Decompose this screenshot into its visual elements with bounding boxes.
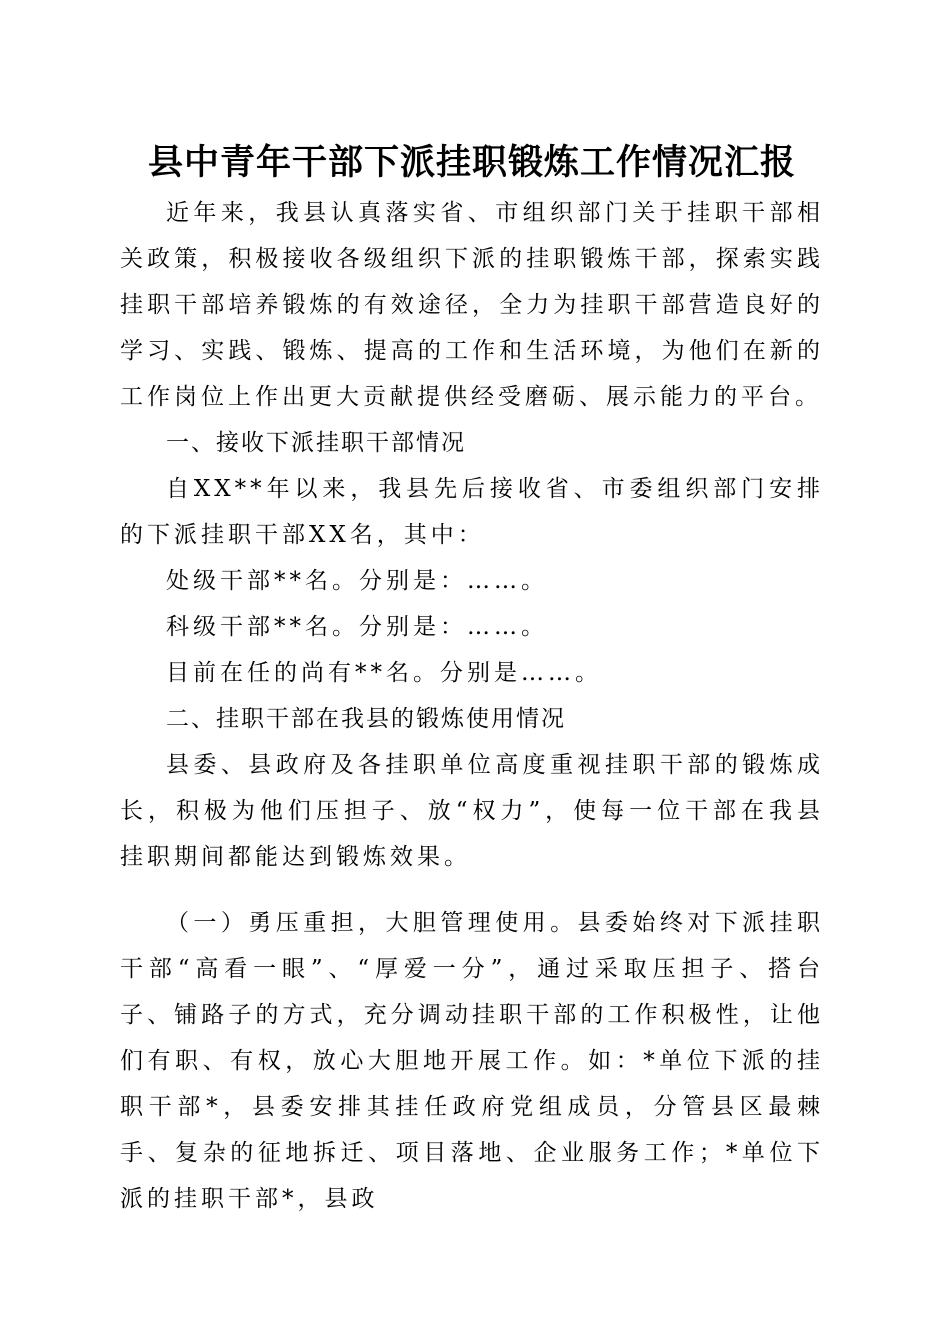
document-body: [120, 136, 824, 1222]
subsection-1-paragraph: [120, 900, 824, 1222]
section-2-heading: 二、挂职干部在我县的锻炼使用情况: [166, 706, 566, 732]
section-1-paragraph: 自XX**年以来，我县先后接收省、市委组织部门安排的下派挂职干部XX名，其中：: [120, 476, 824, 548]
intro-paragraph: 近年来，我县认真落实省、市组织部门关于挂职干部相关政策，积极接收各级组织下派的挂职锻炼干部，探索实践挂职干部培养锻炼的有效途径，全力为挂职干部营造良好的学习、实践、锻炼、提高的工作和生活环境，为他们在新的工作岗位上作出更大贡献提供经受磨砺、展示能力的平台。: [120, 200, 824, 410]
section-1-paragraph: 目前在任的尚有**名。分别是……。: [166, 660, 602, 686]
section-2-intro-paragraph: 县委、县政府及各挂职单位高度重视挂职干部的锻炼成长，积极为他们压担子、放“权力”，使每一位干部在我县挂职期间都能达到锻炼效果。: [120, 752, 824, 870]
subsection-1-body: 县委始终对下派挂职干部“高看一眼”、“厚爱一分”，通过采取压担子、搭台子、铺路子的方式，充分调动挂职干部的工作积极性，让他们有职、有权，放心大胆地开展工作。如：*单位下派的挂职干部*，县委安排其挂任政府党组成员，分管县区最棘手、复杂的征地拆迁、项目落地、企业服务工作；*单位下派的挂职干部*，县政: [120, 910, 825, 1212]
document-title: 县中青年干部下派挂职锻炼工作情况汇报: [147, 142, 796, 183]
section-1-heading: 一、接收下派挂职干部情况: [166, 430, 466, 456]
subsection-1-lead: （一）勇压重担，大胆管理使用。: [166, 910, 578, 936]
section-1-paragraph: 科级干部**名。分别是：……。: [166, 614, 548, 640]
section-1-paragraph: 处级干部**名。分别是：……。: [166, 568, 548, 594]
